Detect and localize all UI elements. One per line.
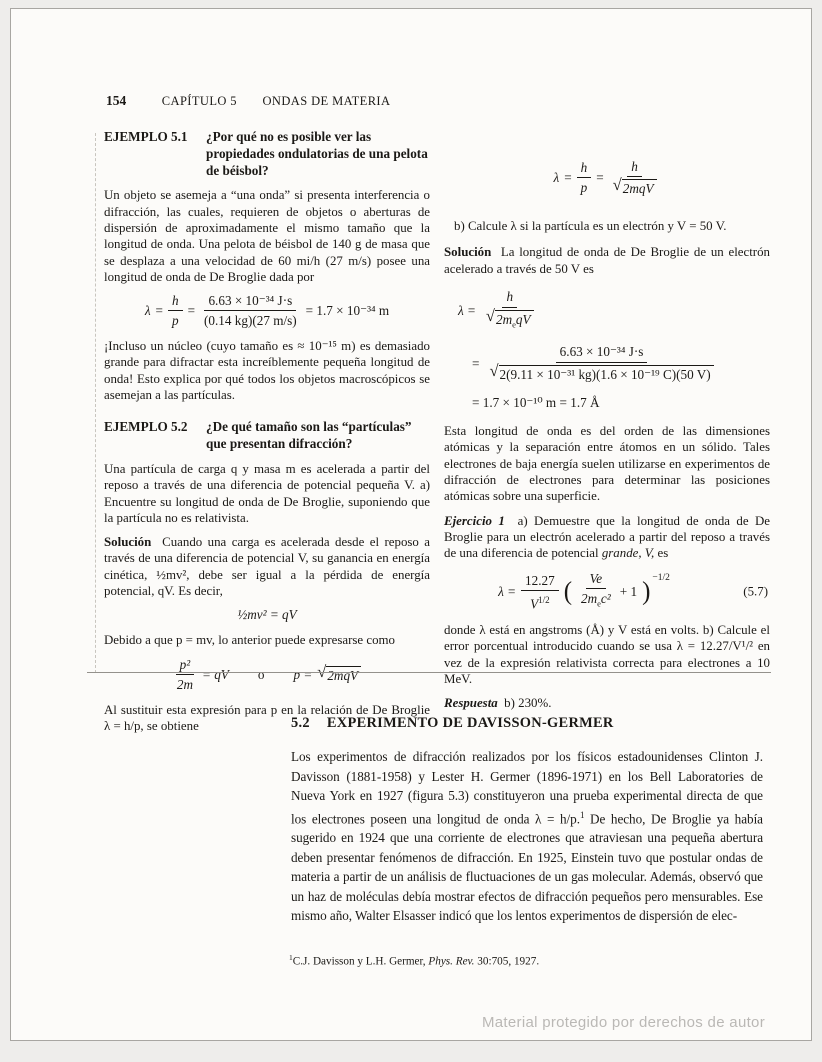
sqrt-radical: √ $2m_eqV$	[486, 310, 534, 333]
example-end-rule	[87, 672, 771, 673]
example-5-2-solution: Solución Cuando una carga es acelerada desde el reposo a través de una diferencia de potencial V, su ganancia en energía cinética, ½mv², debe ser igual a la pérdida de energía potencial, qV. Es decir,	[104, 535, 430, 599]
equation-5-7-relativistic: λ = $\frac{12.27}{V^{1/2}}$ ( $\frac{Ve}{2m_ec^2}$ + 1 ) −1/2 (5.7)	[498, 571, 768, 611]
fraction-numeric: $\frac{\text{6.63 × 10⁻³⁴ J·s}}{(0.14 kg)(27 m/s)}$	[204, 293, 297, 329]
example-margin-dashed-line	[95, 133, 96, 673]
radical-sign: √	[489, 361, 499, 381]
section-number: 5.2	[291, 715, 310, 731]
result-angstrom: = 1.7 × 10⁻¹⁰ m = 1.7 Å	[472, 394, 600, 410]
fraction-h-over-p: $\frac{h}{p}$	[577, 160, 592, 195]
chapter-label: CAPÍTULO 5	[161, 94, 237, 108]
footnote-marker: 1	[289, 953, 293, 962]
journal-name: Phys. Rev.	[428, 955, 475, 968]
example-5-1-heading	[104, 129, 430, 179]
radical-sign: √	[317, 661, 327, 681]
page-number: 154	[106, 93, 127, 108]
section-paragraph: Los experimentos de difracción realizados por los físicos estadounidenses Clinton J. Davisson (1881-1958) y Lester H. Germer (1896-1971) en los Bell Laboratories de Nueva York en 1927 (figura 5.3) constituyeron una prueba experimental directa de que los electrones poseen una longitud de onda λ = h/p.$^1$ De hecho, De Broglie ya había sugerido en 1924 que una corriente de electrones que atraviesan una pequeña abertura deben presentar fenómenos de difracción. En 1925, Einstein tuvo que postular ondas de materia a partir de un análisis de fluctuaciones de un gas molecular. Además, observó que un haz de moléculas debía mostrar efectos de difracción pequeños pero mensurables. Ese mismo año, Walter Elsasser indicó que los lentos experimentos de dispersión de elec-	[291, 749, 763, 924]
part-b-question: b) Calcule λ si la partícula es un electrón y V = 50 V.	[454, 219, 727, 233]
lambda-symbol: λ	[553, 170, 560, 185]
exercise-1: Ejercicio 1 a) Demuestre que la longitud de onda de De Broglie para un electrón acelerado a partir del reposo a través de una diferencia de potencial grande, V, es	[444, 513, 771, 561]
close-paren: )	[642, 577, 651, 606]
where-paragraph: donde λ está en angstroms (Å) y V está en volts. b) Calcule el error porcentual introducido cuando se usa λ = 12.27/V¹/² en vez de la expresión relativista correcta para electrones a 10 MeV.	[444, 623, 770, 686]
footnote-reference: 1	[579, 809, 585, 820]
lambda-symbol: λ =	[458, 302, 476, 318]
equation-kinetic-energy: ½mv² = qV	[237, 607, 297, 623]
fraction-p2-over-2m: $\frac{\text{p²}}{2m}$	[176, 656, 194, 692]
section-heading	[291, 715, 763, 732]
discussion-paragraph: Esta longitud de onda es del orden de las dimensiones atómicas y la separación entre átomos en un sólido. Tales electrones de baja energía suelen utilizarse en experimentos de difracción de electrones para determinar las posiciones atómicas sobre una superficie.	[444, 424, 770, 504]
example-5-2-heading	[104, 419, 430, 453]
lambda-symbol: λ	[144, 303, 151, 319]
example-5-1-intro: Un objeto se asemeja a “una onda” si presenta interferencia o difracción, las cuales, requieren de objetos o aberturas de dispersión de aproximadamente el mismo tamaño que la longitud de onda. Una pelota de béisbol de 140 g de masa que se desplaza a una velocidad de 60 mi/h (27 m/s) posee una longitud de onda de De Broglie dada por	[104, 188, 430, 284]
solution-label: Solución	[444, 245, 492, 260]
example-5-2-intro: Una partícula de carga q y masa m es acelerada a partir del reposo a través de una diferencia de potencial pequeña V. a) Encuentre su longitud de onda de De Broglie, suponiendo que la partícula no es relativista.	[104, 461, 430, 525]
radical-sign: √	[612, 175, 622, 194]
right-column	[444, 129, 770, 742]
example-5-2-closing: Al sustituir esta expresión para p en la relación de De Broglie λ = h/p, se obtiene	[104, 702, 430, 733]
fraction-1227-over-vhalf: $\frac{12.27}{V^{1/2}}$	[521, 573, 559, 611]
sqrt-radical: √ 2mqV	[613, 179, 657, 196]
subscript-e: e	[512, 319, 516, 330]
sqrt-radical: √ 2mqV	[317, 666, 361, 683]
equation-debroglie-potential: λ = $\frac{h}{p}$ = h √ 2mqV	[444, 159, 770, 196]
solution-label: Solución	[104, 535, 152, 550]
radical-sign: √	[485, 306, 495, 326]
section-title: EXPERIMENTO DE DAVISSON-GERMER	[326, 715, 614, 731]
example-5-1-conclusion: ¡Incluso un núcleo (cuyo tamaño es ≈ 10⁻¹⁵ m) es demasiado grande para difractar esta increíblemente pequeña longitud de onda! Esto explica por qué todos los objetos macroscópicos se asemejan a las partículas.	[104, 339, 430, 403]
right-solution: Solución La longitud de onda de De Broglie de un electrón acelerado a través de 50 V es	[444, 245, 770, 276]
example-5-1-title: ¿Por qué no es posible ver las propiedades ondulatorias de una pelota de béisbol?	[206, 129, 428, 178]
footnote: $^1$C.J. Davisson y L.H. Germer, Phys. Rev. 30:705, 1927.	[289, 953, 540, 968]
sqrt-radical: √ 2(9.11 × 10⁻³¹ kg)(1.6 × 10⁻¹⁹ C)(50 V)	[489, 365, 713, 383]
book-page	[10, 8, 812, 1041]
equation-number: (5.7)	[743, 584, 768, 599]
subscript-e: e	[597, 599, 601, 610]
example-5-1-label: EJEMPLO 5.1	[104, 129, 188, 144]
chapter-title: ONDAS DE MATERIA	[262, 94, 391, 108]
answer-label: Respuesta	[444, 696, 498, 711]
equation-baseball-wavelength: λ = $\frac{h}{p}$ = $\frac{\text{6.63 × 10⁻³⁴ J·s}}{(0.14 kg)(27 m/s)}$ = 1.7 × 10⁻³⁴ m	[144, 293, 390, 329]
running-head	[106, 93, 390, 109]
example-5-2-label: EJEMPLO 5.2	[104, 419, 188, 435]
section-5-2	[291, 715, 763, 926]
example-5-2-between: Debido a que p = mv, lo anterior puede expresarse como	[104, 633, 396, 648]
exercise-label: Ejercicio 1	[444, 513, 505, 528]
two-column-area	[104, 129, 770, 742]
open-paren: (	[563, 577, 573, 606]
answer-line: Respuesta b) 230%.	[444, 696, 552, 711]
example-5-2-title: ¿De qué tamaño son las “partículas” que presentan difracción?	[206, 419, 412, 452]
fraction-ve-over-2mec2: $\frac{Ve}{2m_ec^2}$	[581, 571, 611, 610]
or-separator: o	[257, 666, 265, 682]
copyright-notice: Material protegido por derechos de autor	[482, 1014, 765, 1031]
equation-momentum: $\frac{\text{p²}}{2m}$ = qV o p = √ 2mqV	[104, 657, 430, 692]
left-column	[104, 129, 430, 742]
equation-electron-wavelength: λ = h √ $2m_eqV$ = 6.63 × 10⁻³⁴ J·s √ 2(9.11 × 10⁻³¹ kg)(1.6 × 10⁻¹⁹ C)(50 V) = 1.7 × 10⁻¹⁰ m = 1.7 Å	[444, 289, 770, 411]
lambda-symbol: λ =	[498, 584, 517, 600]
fraction-h-over-p: $\frac{h}{p}$	[168, 293, 183, 328]
exponent-neg-one-half: −1/2	[652, 573, 670, 584]
exponent-one-half: 1/2	[538, 594, 550, 605]
fraction-h-over-sqrt: h √ 2mqV	[609, 159, 661, 196]
